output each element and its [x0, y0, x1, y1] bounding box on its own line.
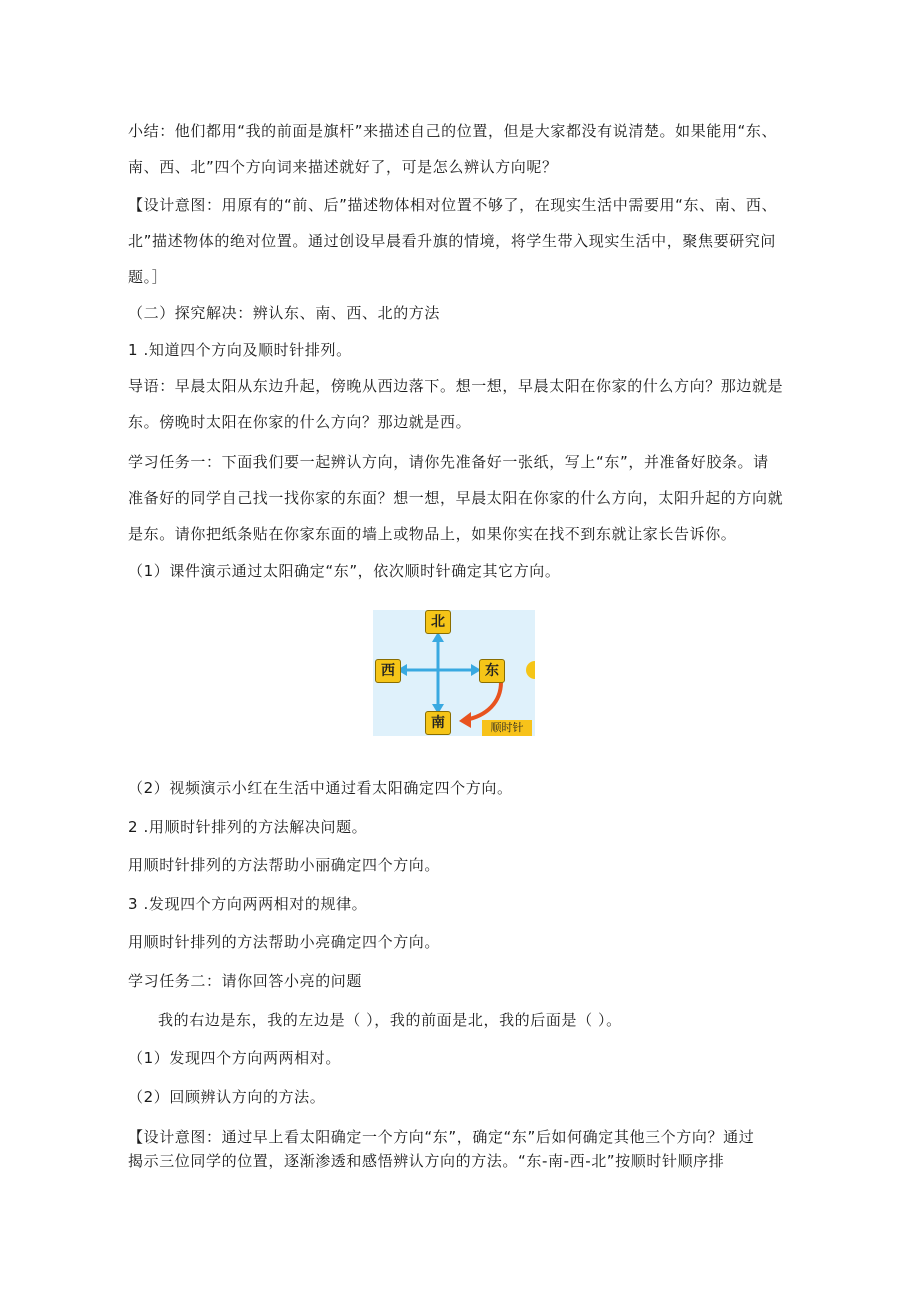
demo-1: （1）课件演示通过太阳确定“东”，依次顺时针确定其它方向。 [128, 562, 561, 580]
demo-2: （2）视频演示小红在生活中通过看太阳确定四个方向。 [128, 779, 513, 797]
finding-1: （1）发现四个方向两两相对。 [128, 1049, 341, 1067]
finding-2: （2）回顾辨认方向的方法。 [128, 1088, 326, 1106]
task-2-question: 我的右边是东，我的左边是（ ），我的前面是北，我的后面是（ ）。 [158, 1011, 622, 1029]
task-1-line-2: 准备好的同学自己找一找你家的东面？想一想，早晨太阳在你家的什么方向，太阳升起的方向就 [128, 489, 784, 507]
section-heading-2: （二）探究解决：辨认东、南、西、北的方法 [128, 304, 441, 322]
step-1-heading: 1 .知道四个方向及顺时针排列。 [128, 341, 352, 359]
step-2-text: 用顺时针排列的方法帮助小丽确定四个方向。 [128, 856, 441, 874]
compass-figure [373, 610, 535, 736]
design-intent-1-line-1: 【设计意图：用原有的“前、后”描述物体相对位置不够了，在现实生活中需要用“东、南、西、 [128, 196, 778, 214]
task-1-line-1: 学习任务一：下面我们要一起辨认方向，请你先准备好一张纸，写上“东”，并准备好胶条。请 [128, 453, 769, 471]
design-intent-1-line-3: 题。］ [128, 268, 168, 286]
clockwise-label: 顺时针 [482, 720, 532, 736]
task-2-heading: 学习任务二：请你回答小亮的问题 [128, 972, 363, 990]
task-1-line-3: 是东。请你把纸条贴在你家东面的墙上或物品上，如果你实在找不到东就让家长告诉你。 [128, 525, 737, 543]
east-label: 东 [479, 659, 505, 683]
intro-line-1: 导语：早晨太阳从东边升起，傍晚从西边落下。想一想，早晨太阳在你家的什么方向？那边就是 [128, 377, 784, 395]
step-2-heading: 2 .用顺时针排列的方法解决问题。 [128, 818, 368, 836]
west-label: 西 [375, 659, 401, 683]
south-label: 南 [425, 711, 451, 735]
design-intent-2-line-1: 【设计意图：通过早上看太阳确定一个方向“东”，确定“东”后如何确定其他三个方向？通过 [128, 1128, 755, 1146]
summary-line-1: 小结：他们都用“我的前面是旗杆”来描述自己的位置，但是大家都没有说清楚。如果能用“东、 [128, 122, 778, 140]
design-intent-2-line-2: 揭示三位同学的位置，逐渐渗透和感悟辨认方向的方法。“东-南-西-北”按顺时针顺序排 [128, 1152, 725, 1170]
north-label: 北 [425, 610, 451, 634]
step-3-text: 用顺时针排列的方法帮助小亮确定四个方向。 [128, 933, 441, 951]
intro-line-2: 东。傍晚时太阳在你家的什么方向？那边就是西。 [128, 413, 472, 431]
step-3-heading: 3 .发现四个方向两两相对的规律。 [128, 895, 368, 913]
summary-line-2: 南、西、北”四个方向词来描述就好了，可是怎么辨认方向呢？ [128, 158, 558, 176]
design-intent-1-line-2: 北”描述物体的绝对位置。通过创设早晨看升旗的情境，将学生带入现实生活中，聚焦要研究问 [128, 232, 776, 250]
